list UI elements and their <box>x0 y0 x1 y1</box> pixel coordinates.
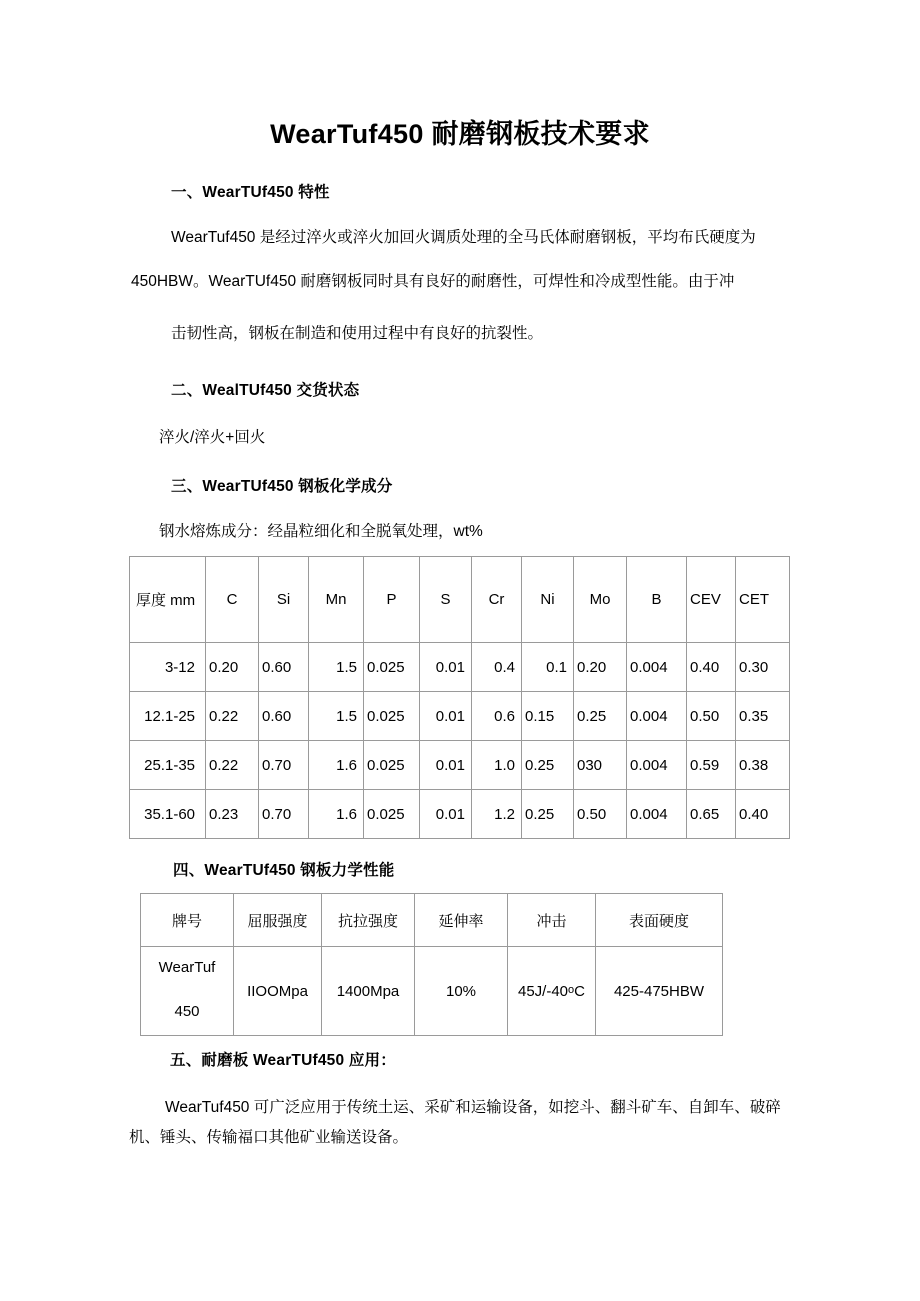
cell-surface-hardness: 425-475HBW <box>596 947 723 1036</box>
table-row <box>141 947 723 1036</box>
cell-thickness: 35.1-60 <box>130 790 206 839</box>
section-heading-5: 五、耐磨板 WearTUf450 应用： <box>170 1052 396 1069</box>
cell-grade-line1: WearTuf <box>158 959 216 976</box>
cell-s: 0.01 <box>420 741 472 790</box>
cell-elongation: 10% <box>415 947 508 1036</box>
table-row <box>130 643 790 692</box>
cell-grade <box>141 947 234 1036</box>
header-thickness: 厚度 mm <box>130 557 206 643</box>
cell-tensile-strength: 1400Mpa <box>322 947 415 1036</box>
cell-si: 0.60 <box>259 692 309 741</box>
page-title: WearTuf450 耐磨钢板技术要求 <box>270 119 650 149</box>
cell-b: 0.004 <box>627 643 687 692</box>
cell-c: 0.20 <box>206 643 259 692</box>
cell-thickness: 25.1-35 <box>130 741 206 790</box>
cell-p: 0.025 <box>364 741 420 790</box>
cell-b: 0.004 <box>627 790 687 839</box>
section2-delivery-condition: 淬火/淬火+回火 <box>159 429 266 446</box>
cell-s: 0.01 <box>420 643 472 692</box>
cell-p: 0.025 <box>364 790 420 839</box>
header-mo: Mo <box>574 557 627 643</box>
header-tensile-strength: 抗拉强度 <box>322 894 415 947</box>
cell-s: 0.01 <box>420 692 472 741</box>
cell-cr: 0.6 <box>472 692 522 741</box>
cell-cev: 0.59 <box>687 741 736 790</box>
cell-p: 0.025 <box>364 643 420 692</box>
cell-mn: 1.5 <box>309 643 364 692</box>
section1-paragraph-line2: 450HBW。WearTUf450 耐磨钢板同时具有良好的耐磨性，可焊性和冷成型性能。由于冲 <box>131 273 735 290</box>
header-cet: CET <box>736 557 790 643</box>
cell-mo: 0.25 <box>574 692 627 741</box>
cell-ni: 0.15 <box>522 692 574 741</box>
table-row <box>130 741 790 790</box>
cell-c: 0.22 <box>206 692 259 741</box>
cell-b: 0.004 <box>627 741 687 790</box>
cell-cev: 0.40 <box>687 643 736 692</box>
cell-mn: 1.6 <box>309 790 364 839</box>
section-heading-2: 二、WealTUf450 交货状态 <box>171 382 360 399</box>
cell-cet: 0.40 <box>736 790 790 839</box>
cell-mo: 030 <box>574 741 627 790</box>
cell-cev: 0.50 <box>687 692 736 741</box>
table-header-row <box>141 894 723 947</box>
header-surface-hardness: 表面硬度 <box>596 894 723 947</box>
cell-grade-line2: 450 <box>174 1003 200 1020</box>
cell-cr: 0.4 <box>472 643 522 692</box>
cell-ni: 0.25 <box>522 790 574 839</box>
header-impact: 冲击 <box>508 894 596 947</box>
header-mn: Mn <box>309 557 364 643</box>
section5-paragraph-line2: 机、锤头、传输福口其他矿业输送设备。 <box>129 1129 409 1146</box>
cell-thickness: 12.1-25 <box>130 692 206 741</box>
header-cr: Cr <box>472 557 522 643</box>
section-heading-4: 四、WearTUf450 钢板力学性能 <box>173 862 395 879</box>
header-cev: CEV <box>687 557 736 643</box>
cell-si: 0.70 <box>259 741 309 790</box>
cell-cr: 1.0 <box>472 741 522 790</box>
table-row <box>130 790 790 839</box>
degree-symbol: o <box>568 983 575 996</box>
cell-ni: 0.1 <box>522 643 574 692</box>
header-p: P <box>364 557 420 643</box>
cell-mo: 0.50 <box>574 790 627 839</box>
header-c: C <box>206 557 259 643</box>
cell-cet: 0.35 <box>736 692 790 741</box>
table-header-row <box>130 557 790 643</box>
cell-mn: 1.6 <box>309 741 364 790</box>
cell-thickness: 3-12 <box>130 643 206 692</box>
section-heading-3: 三、WearTUf450 钢板化学成分 <box>171 478 393 495</box>
mechanical-properties-table <box>140 893 723 1036</box>
cell-mo: 0.20 <box>574 643 627 692</box>
header-b: B <box>627 557 687 643</box>
cell-ni: 0.25 <box>522 741 574 790</box>
header-grade: 牌号 <box>141 894 234 947</box>
cell-cr: 1.2 <box>472 790 522 839</box>
section3-note: 钢水熔炼成分：经晶粒细化和全脱氧处理，wt% <box>159 523 483 540</box>
section1-paragraph-line1: WearTuf450 是经过淬火或淬火加回火调质处理的全马氏体耐磨钢板，平均布氏硬度为 <box>171 229 756 246</box>
cell-cev: 0.65 <box>687 790 736 839</box>
cell-s: 0.01 <box>420 790 472 839</box>
cell-yield-strength: IIOOMpa <box>234 947 322 1036</box>
header-elongation: 延伸率 <box>415 894 508 947</box>
cell-impact <box>508 947 596 1036</box>
header-yield-strength: 屈服强度 <box>234 894 322 947</box>
header-ni: Ni <box>522 557 574 643</box>
header-si: Si <box>259 557 309 643</box>
cell-impact-tail: C <box>574 982 585 1000</box>
cell-c: 0.23 <box>206 790 259 839</box>
table-row <box>130 692 790 741</box>
cell-p: 0.025 <box>364 692 420 741</box>
header-s: S <box>420 557 472 643</box>
cell-b: 0.004 <box>627 692 687 741</box>
cell-impact-value: 45J/-40 <box>517 982 569 1000</box>
section-heading-1: 一、WearTUf450 特性 <box>171 184 330 201</box>
section1-paragraph-line3: 击韧性高，钢板在制造和使用过程中有良好的抗裂性。 <box>171 325 544 342</box>
cell-cet: 0.30 <box>736 643 790 692</box>
cell-si: 0.70 <box>259 790 309 839</box>
cell-cet: 0.38 <box>736 741 790 790</box>
cell-si: 0.60 <box>259 643 309 692</box>
cell-c: 0.22 <box>206 741 259 790</box>
section5-paragraph-line1: WearTuf450 可广泛应用于传统土运、采矿和运输设备，如挖斗、翻斗矿车、自卸车、破碎 <box>165 1099 781 1116</box>
cell-mn: 1.5 <box>309 692 364 741</box>
chemical-composition-table <box>129 556 790 839</box>
